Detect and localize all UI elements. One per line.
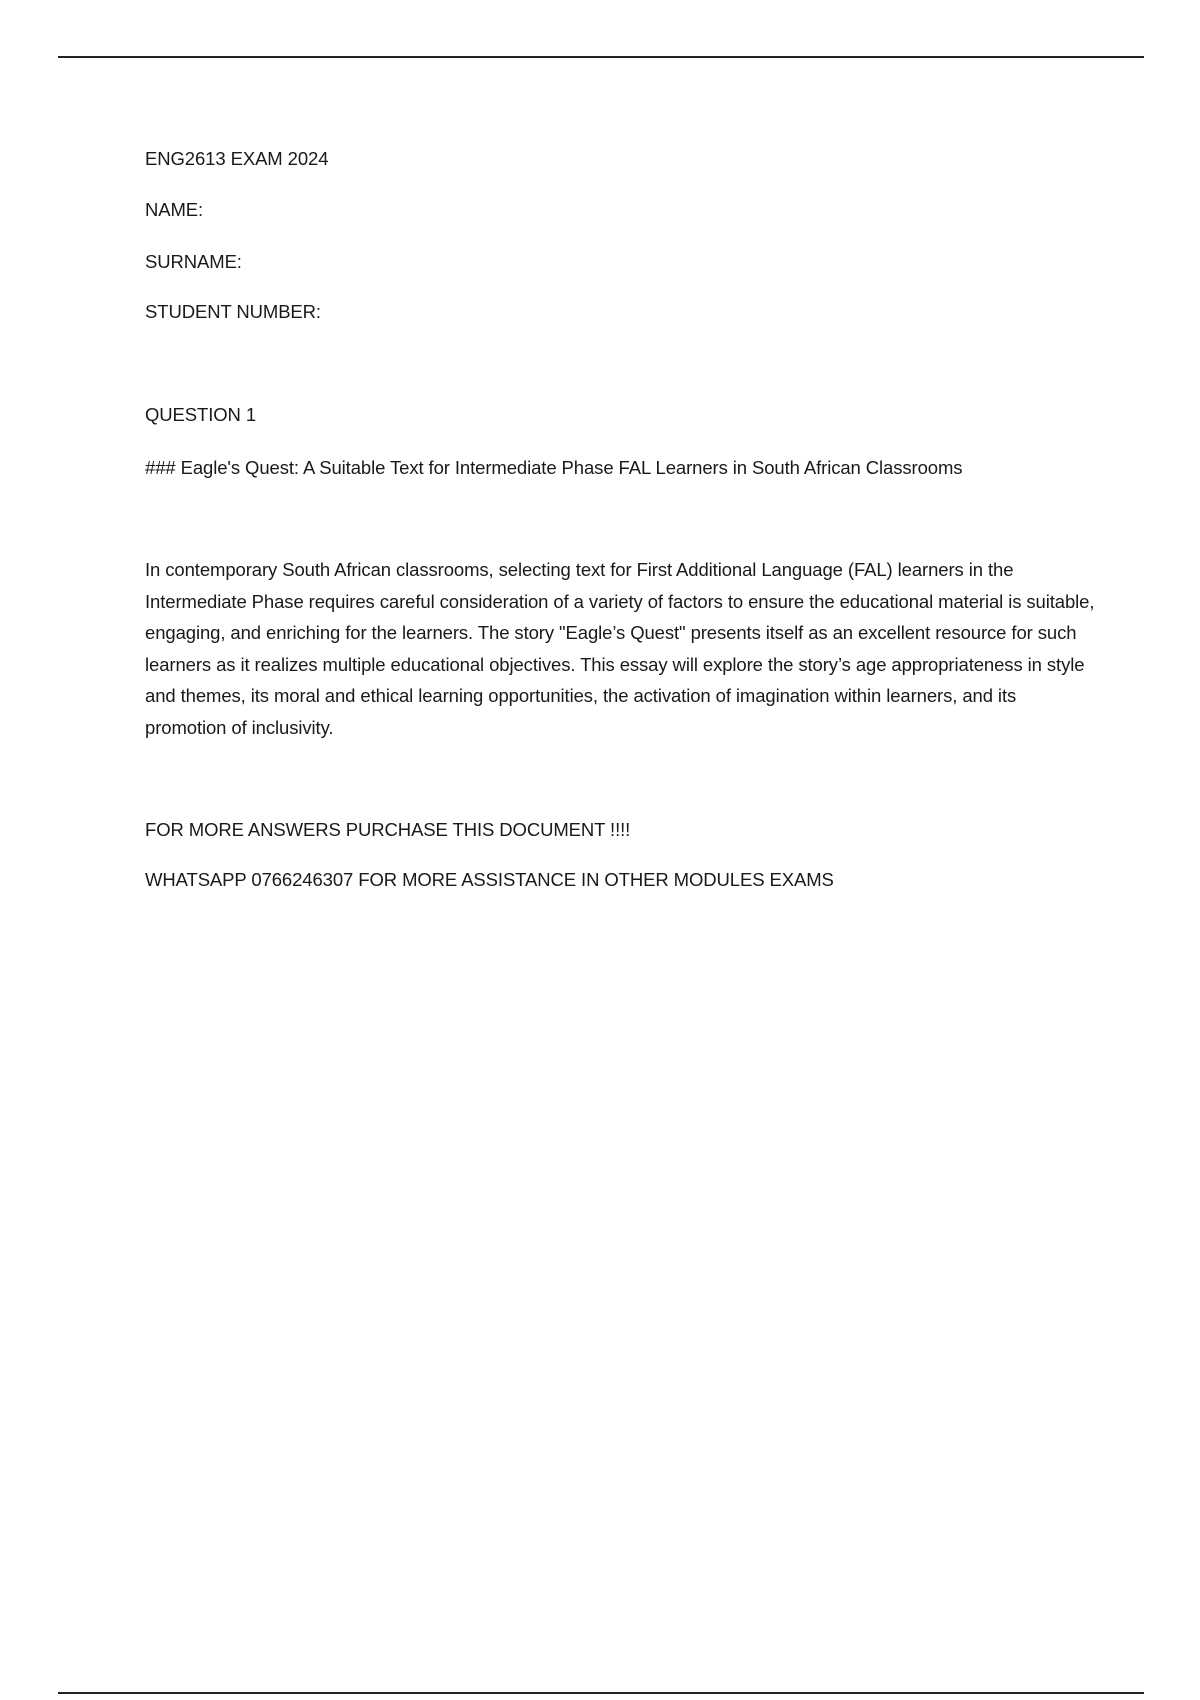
whatsapp-note: WHATSAPP 0766246307 FOR MORE ASSISTANCE IN OTHER MODULES EXAMS [145, 869, 834, 890]
exam-title: ENG2613 EXAM 2024 [145, 148, 329, 169]
surname-label: SURNAME: [145, 251, 242, 272]
student-number-label: STUDENT NUMBER: [145, 301, 321, 322]
top-rule [58, 56, 1144, 58]
name-label: NAME: [145, 199, 204, 220]
purchase-note: FOR MORE ANSWERS PURCHASE THIS DOCUMENT !!!! [145, 819, 631, 840]
intro-paragraph: In contemporary South African classrooms, selecting text for First Additional Language (FAL) learners in the Intermediate Phase requires careful consideration of a variety of factors to ensure the educational material is suitable, engaging, and enriching for the learners. The story "Eagle’s Quest" presents itself as an excellent resource for such learners as it realizes multiple educational objectives. This essay will explore the story’s age appropriateness in style and themes, its moral and ethical learning opportunities, the activation of imagination within learners, and its promotion of inclusivity. [145, 559, 1095, 738]
bottom-rule [58, 1692, 1144, 1694]
question-label: QUESTION 1 [145, 404, 257, 425]
essay-heading: ### Eagle's Quest: A Suitable Text for Intermediate Phase FAL Learners in South African Classrooms [145, 457, 963, 478]
